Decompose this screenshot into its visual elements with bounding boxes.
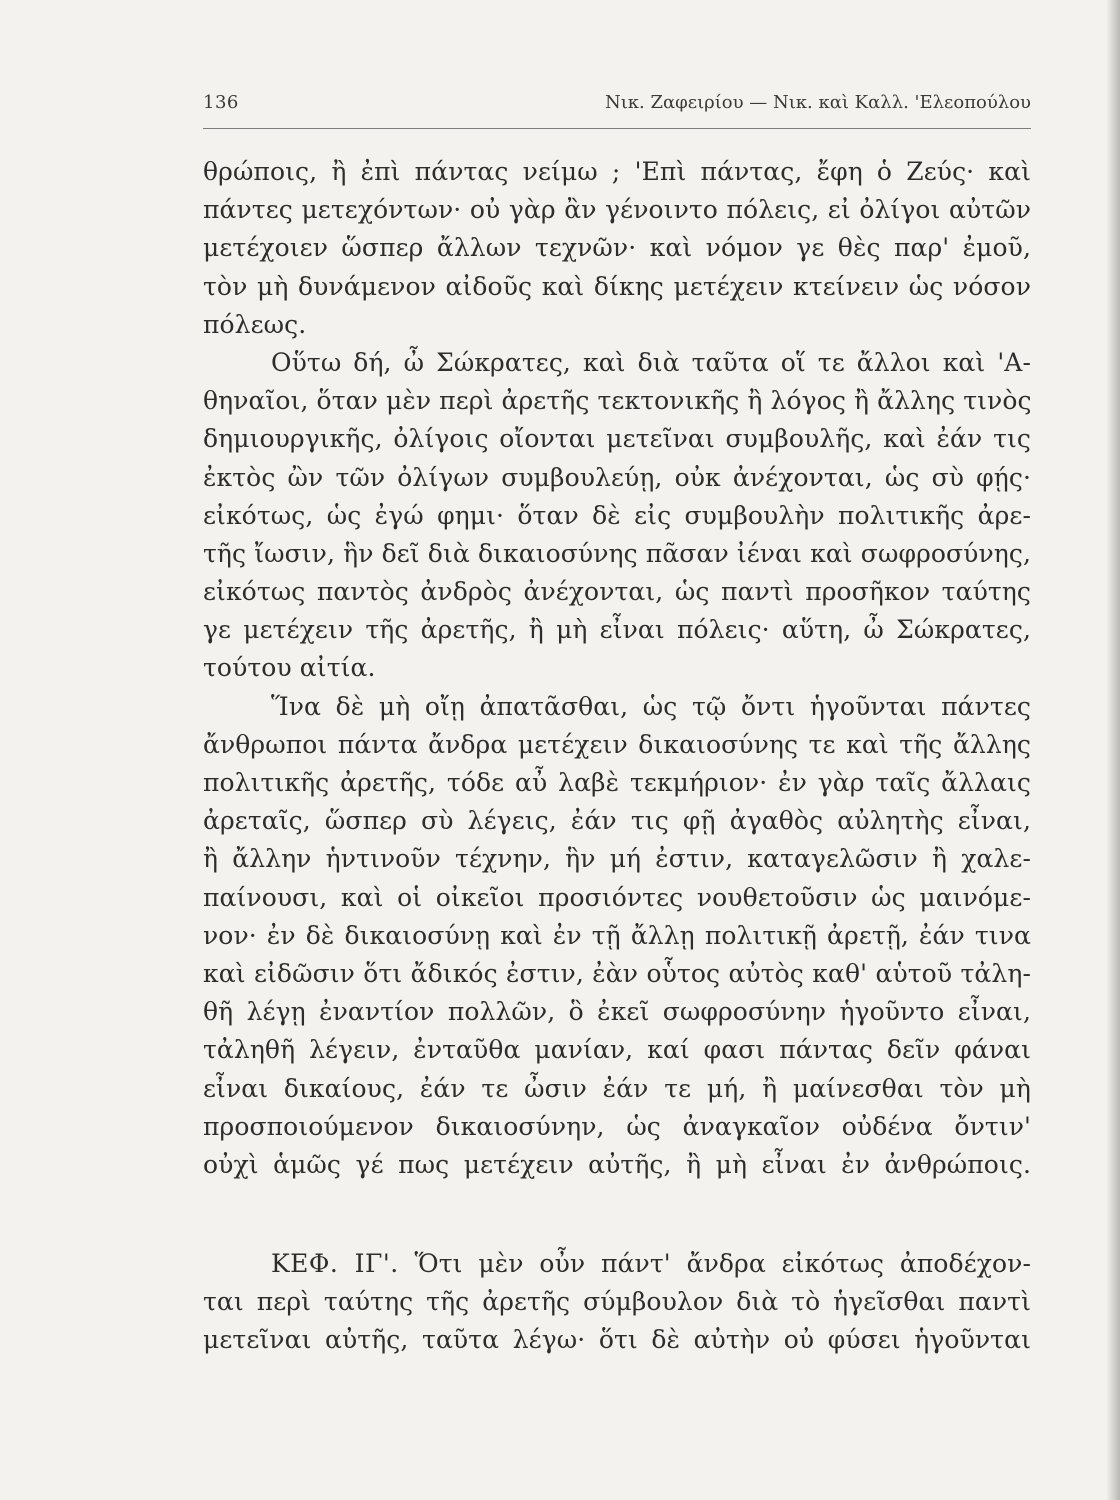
- text-line: εἰκότως, ὡς ἐγώ φημι· ὅταν δὲ εἰς συμβουλὴν πολιτικῆς ἀρε-: [203, 500, 1031, 530]
- body-text: [203, 153, 1031, 1360]
- text-line: γε μετέχειν τῆς ἀρετῆς, ἢ μὴ εἶναι πόλεις· αὕτη, ὦ Σώκρατες,: [203, 615, 1031, 645]
- text-line: θρώποις, ἢ ἐπὶ πάντας νείμω ; 'Επὶ πάντας, ἔφη ὁ Ζεύς· καὶ: [203, 157, 1031, 186]
- text-line: Οὕτω δή, ὦ Σώκρατες, καὶ διὰ ταῦτα οἵ τε ἄλλοι καὶ 'Α-: [271, 347, 1031, 377]
- text-line: προσποιούμενον δικαιοσύνην, ὡς ἀναγκαῖον οὐδένα ὄντιν': [203, 1111, 1031, 1141]
- header-rule: [203, 128, 1031, 129]
- text-line: νον· ἐν δὲ δικαιοσύνῃ καὶ ἐν τῇ ἄλλῃ πολιτικῇ ἀρετῇ, ἐάν τινα: [203, 920, 1031, 950]
- text-line: ἢ ἄλλην ἡντινοῦν τέχνην, ἣν μή ἐστιν, καταγελῶσιν ἢ χαλε-: [203, 844, 1031, 874]
- text-line: δημιουργικῆς, ὀλίγοις οἴονται μετεῖναι συμβουλῆς, καὶ ἐάν τις: [203, 424, 1031, 454]
- text-line: οὐχὶ ἁμῶς γέ πως μετέχειν αὐτῆς, ἢ μὴ εἶναι ἐν ἀνθρώποις.: [203, 1149, 1031, 1179]
- text-line: τὸν μὴ δυνάμενον αἰδοῦς καὶ δίκης μετέχειν κτείνειν ὡς νόσον: [203, 271, 1031, 301]
- text-line: παίνουσι, καὶ οἱ οἰκεῖοι προσιόντες νουθετοῦσιν ὡς μαινόμε-: [203, 882, 1031, 912]
- page-header: [203, 92, 1031, 122]
- text-line: πόλεως.: [203, 309, 307, 339]
- text-line: μετέχοιεν ὥσπερ ἄλλων τεχνῶν· καὶ νόμον γε θὲς παρ' ἐμοῦ,: [203, 233, 1031, 263]
- text-line: τούτου αἰτία.: [203, 653, 376, 683]
- chapter-label: ΚΕΦ. ΙΓ'.: [271, 1249, 399, 1279]
- text-line: πολιτικῆς ἀρετῆς, τόδε αὖ λαβὲ τεκμήριον· ἐν γὰρ ταῖς ἄλλαις: [203, 768, 1031, 797]
- text-line: πάντες μετεχόντων· οὐ γὰρ ἂν γένοιντο πόλεις, εἰ ὀλίγοι αὐτῶν: [203, 195, 1031, 225]
- text-line: μετεῖναι αὐτῆς, ταῦτα λέγω· ὅτι δὲ αὐτὴν οὐ φύσει ἡγοῦνται: [203, 1325, 1031, 1355]
- text-line: θῆ λέγῃ ἐναντίον πολλῶν, ὃ ἐκεῖ σωφροσύνην ἡγοῦντο εἶναι,: [203, 997, 1031, 1027]
- text-line: ται περὶ ταύτης τῆς ἀρετῆς σύμβουλον διὰ τὸ ἡγεῖσθαι παντὶ: [203, 1287, 1031, 1317]
- text-line: θηναῖοι, ὅταν μὲν περὶ ἀρετῆς τεκτονικῆς ἢ λόγος ἢ ἄλλης τινὸς: [203, 386, 1032, 416]
- section-gap: [203, 1184, 1031, 1245]
- text-line: καὶ εἰδῶσιν ὅτι ἄδικός ἐστιν, ἐὰν οὗτος αὐτὸς καθ' αὑτοῦ τἀλη-: [203, 958, 1031, 988]
- running-head: Νικ. Ζαφειρίου — Νικ. καὶ Καλλ. 'Ελεοπούλου: [604, 92, 1031, 113]
- text-line: τἀληθῆ λέγειν, ἐνταῦθα μανίαν, καί φασι πάντας δεῖν φάναι: [203, 1035, 1031, 1065]
- page-number: 136: [203, 92, 239, 113]
- text-line: τῆς ἴωσιν, ἣν δεῖ διὰ δικαιοσύνης πᾶσαν ἰέναι καὶ σωφροσύνης,: [203, 538, 1031, 568]
- page-edge-shadow: [1106, 0, 1120, 1500]
- text-line: εἰκότως παντὸς ἀνδρὸς ἀνέχονται, ὡς παντὶ προσῆκον ταύτης: [203, 577, 1031, 607]
- text-line: ἄνθρωποι πάντα ἄνδρα μετέχειν δικαιοσύνης τε καὶ τῆς ἄλλης: [203, 729, 1031, 759]
- chapter-first-line: [203, 1245, 1031, 1283]
- text-line: ἀρεταῖς, ὥσπερ σὺ λέγεις, ἐάν τις φῇ ἀγαθὸς αὐλητὴς εἶναι,: [203, 806, 1031, 836]
- chapter-text: Ὅτι μὲν οὖν πάντ' ἄνδρα εἰκότως ἀποδέχον-: [414, 1249, 1031, 1279]
- text-line: εἶναι δικαίους, ἐάν τε ὦσιν ἐάν τε μή, ἢ μαίνεσθαι τὸν μὴ: [203, 1073, 1031, 1103]
- text-line: ἐκτὸς ὢν τῶν ὀλίγων συμβουλεύῃ, οὐκ ἀνέχονται, ὡς σὺ φῄς·: [203, 462, 1031, 492]
- text-line: Ἵνα δὲ μὴ οἴῃ ἀπατᾶσθαι, ὡς τῷ ὄντι ἡγοῦνται πάντες: [271, 691, 1031, 721]
